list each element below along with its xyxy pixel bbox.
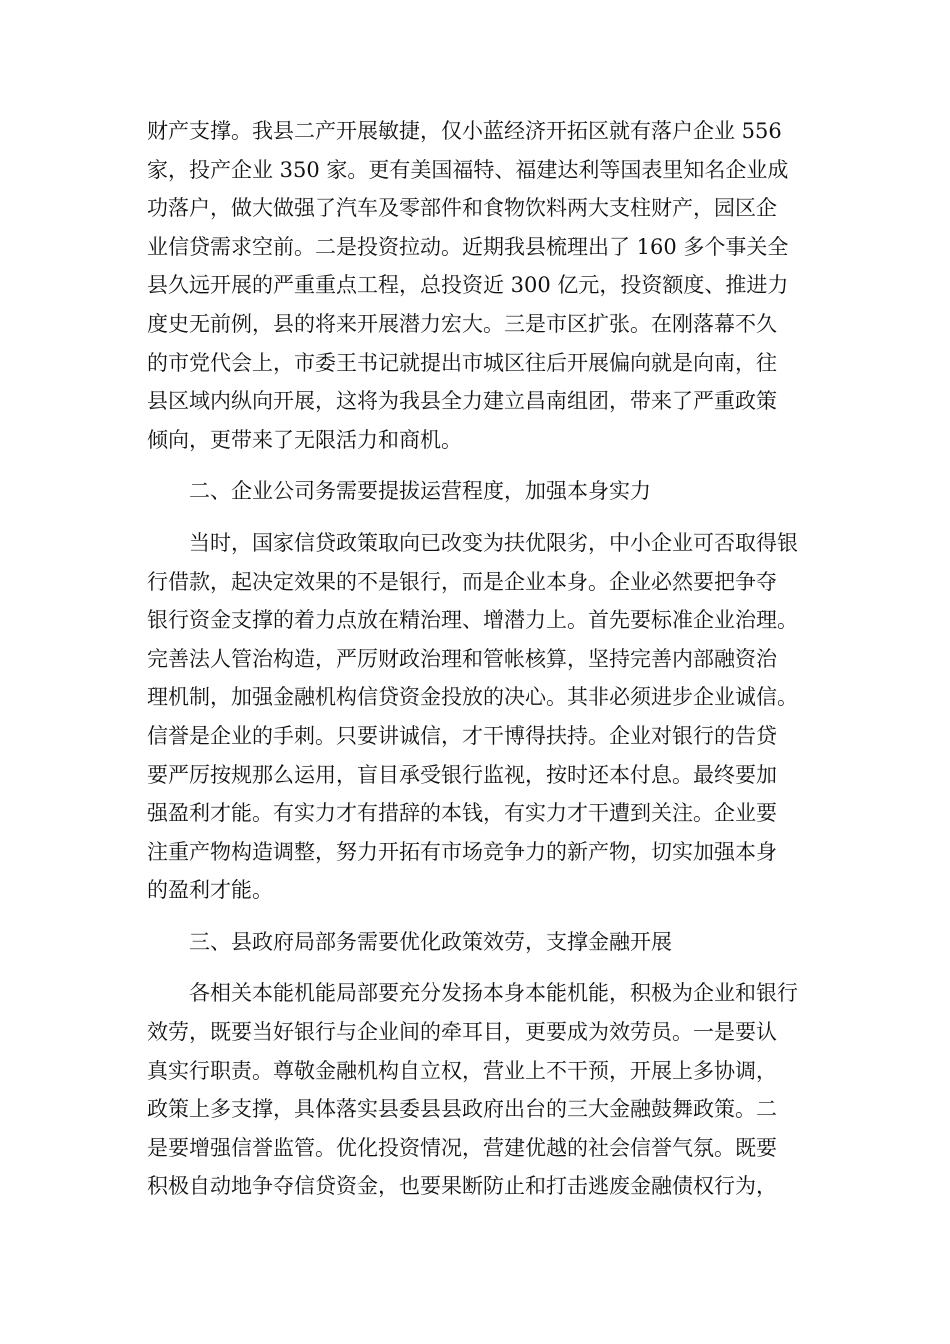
text-line: 的市党代会上，市委王书记就提出市城区往后开展偏向就是向南，往 [147,350,777,375]
text-line: 理机制，加强金融机构信贷资金投放的决心。其非必须进步企业诚信。 [147,685,798,710]
text-line: 业信贷需求空前。二是投资拉动。近期我县梳理出了 160 多个事关全 [147,234,789,259]
paragraph-2 [147,524,807,910]
text-line: 注重产物构造调整，努力开拓有市场竞争力的新产物，切实加强本身 [147,839,777,864]
text-line: 银行资金支撑的着力点放在精治理、增潜力上。首先要标准企业治理。 [147,608,798,633]
text-line: 政策上多支撑，具体落实县委县县政府出台的三大金融鼓舞政策。二 [147,1097,777,1122]
text-line: 倾向，更带来了无限活力和商机。 [147,427,462,452]
paragraph-spacer [147,910,807,923]
text-line: 行借款，起决定效果的不是银行，而是企业本身。企业必然要把争夺 [147,569,777,594]
text-line: 效劳，既要当好银行与企业间的牵耳目，更要成为效劳员。一是要认 [147,1020,777,1045]
heading-text: 三、县政府局部务需要优化政策效劳，支撑金融开展 [189,929,672,954]
text-line: 完善法人管治构造，严厉财政治理和管帐核算，坚持完善内部融资治 [147,646,777,671]
text-line: 积极自动地争夺信贷资金，也要果断防止和打击逃废金融债权行为， [147,1174,777,1199]
section-heading-3 [147,923,807,962]
text-line: 要严厉按规那么运用，盲目承受银行监视，按时还本付息。最终要加 [147,762,777,787]
text-line: 信誉是企业的手刺。只要讲诚信，才干博得扶持。企业对银行的告贷 [147,723,777,748]
paragraph-spacer [147,961,807,974]
text-line: 当时，国家信贷政策取向已改变为扶优限劣，中小企业可否取得银 [189,530,798,555]
text-line: 功落户，做大做强了汽车及零部件和食物饮料两大支柱财产，园区企 [147,196,777,221]
document-body [147,112,807,1206]
paragraph-spacer [147,459,807,472]
text-line: 县久远开展的严重重点工程，总投资近 300 亿元，投资额度、推进力 [147,273,789,298]
text-line: 是要增强信誉监管。优化投资情况，营建优越的社会信誉气氛。既要 [147,1135,777,1160]
heading-text: 二、企业公司务需要提拔运营程度，加强本身实力 [189,479,651,504]
paragraph-1 [147,112,807,459]
text-line: 财产支撑。我县二产开展敏捷，仅小蓝经济开拓区就有落户企业 556 [147,119,782,143]
text-line: 各相关本能机能局部要充分发扬本身本能机能，积极为企业和银行 [189,981,798,1006]
paragraph-3 [147,974,807,1206]
paragraph-spacer [147,511,807,524]
text-line: 真实行职责。尊敬金融机构自立权，营业上不干预，开展上多协调， [147,1058,777,1083]
text-line: 强盈利才能。有实力才有措辞的本钱，有实力才干遭到关注。企业要 [147,801,777,826]
section-heading-2 [147,472,807,511]
text-line: 县区域内纵向开展，这将为我县全力建立昌南组团，带来了严重政策 [147,389,777,414]
text-line: 度史无前例，县的将来开展潜力宏大。三是市区扩张。在刚落幕不久 [147,311,777,336]
text-line: 的盈利才能。 [147,878,273,903]
text-line: 家，投产企业 350 家。更有美国福特、福建达利等国表里知名企业成 [147,157,789,182]
